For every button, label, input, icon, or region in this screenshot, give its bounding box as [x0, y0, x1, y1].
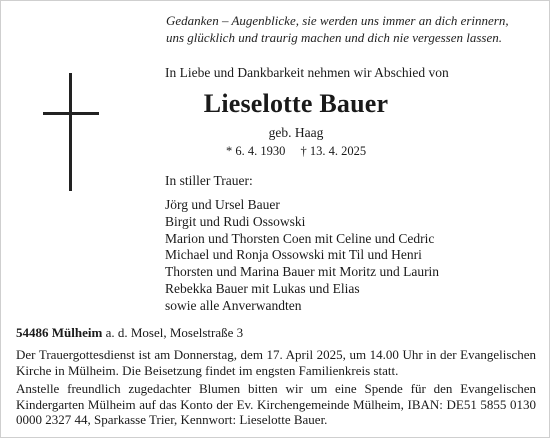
mourner-item: Marion und Thorsten Coen mit Celine und Cedric — [165, 230, 435, 246]
quote-line-2: uns glücklich und traurig machen und dich nie vergessen lassen. — [166, 30, 503, 45]
life-dates — [161, 144, 431, 159]
mourner-item: Michael und Ronja Ossowski mit Til und Henri — [165, 247, 422, 263]
family-address — [16, 325, 243, 341]
birth-date: * 6. 4. 1930 — [225, 144, 286, 158]
quote-line-1: Gedanken – Augenblicke, sie werden uns immer an dich erinnern, — [166, 13, 509, 28]
memorial-quote — [166, 12, 541, 46]
address-street: a. d. Mosel, Moselstraße 3 — [102, 325, 244, 340]
service-paragraph: Der Trauergottesdienst ist am Donnerstag, dem 17. April 2025, um 14.00 Uhr in der Evangelischen Kirche in Mülheim. Die Beisetzung findet im engsten Familienkreis statt. — [16, 347, 536, 378]
mourner-item: Thorsten und Marina Bauer mit Moritz und Laurin — [165, 264, 440, 280]
mourner-item: Jörg und Ursel Bauer — [165, 197, 280, 212]
cross-icon — [43, 73, 99, 191]
death-date: † 13. 4. 2025 — [300, 144, 367, 158]
address-city: 54486 Mülheim — [16, 325, 103, 340]
maiden-name: geb. Haag — [268, 125, 324, 140]
mourners-list — [165, 197, 439, 315]
mourner-item: Birgit und Rudi Ossowski — [165, 213, 306, 229]
intro-text: In Liebe und Dankbarkeit nehmen wir Abschied von — [165, 65, 449, 80]
mourner-item: Rebekka Bauer mit Lukas und Elias — [165, 280, 360, 296]
mourners-label: In stiller Trauer: — [165, 173, 253, 188]
donation-paragraph: Anstelle freundlich zugedachter Blumen bitten wir um eine Spende für den Evangelischen Kindergarten Mülheim auf das Konto der Ev. Kirchengemeinde Mülheim, IBAN: DE51 5855 0130 0000 2327 44, Sparkasse Trier, Kennwort: Lieselotte Bauer. — [16, 381, 536, 427]
deceased-name: Lieselotte Bauer — [203, 89, 389, 118]
mourner-item: sowie alle Anverwandten — [165, 297, 302, 313]
